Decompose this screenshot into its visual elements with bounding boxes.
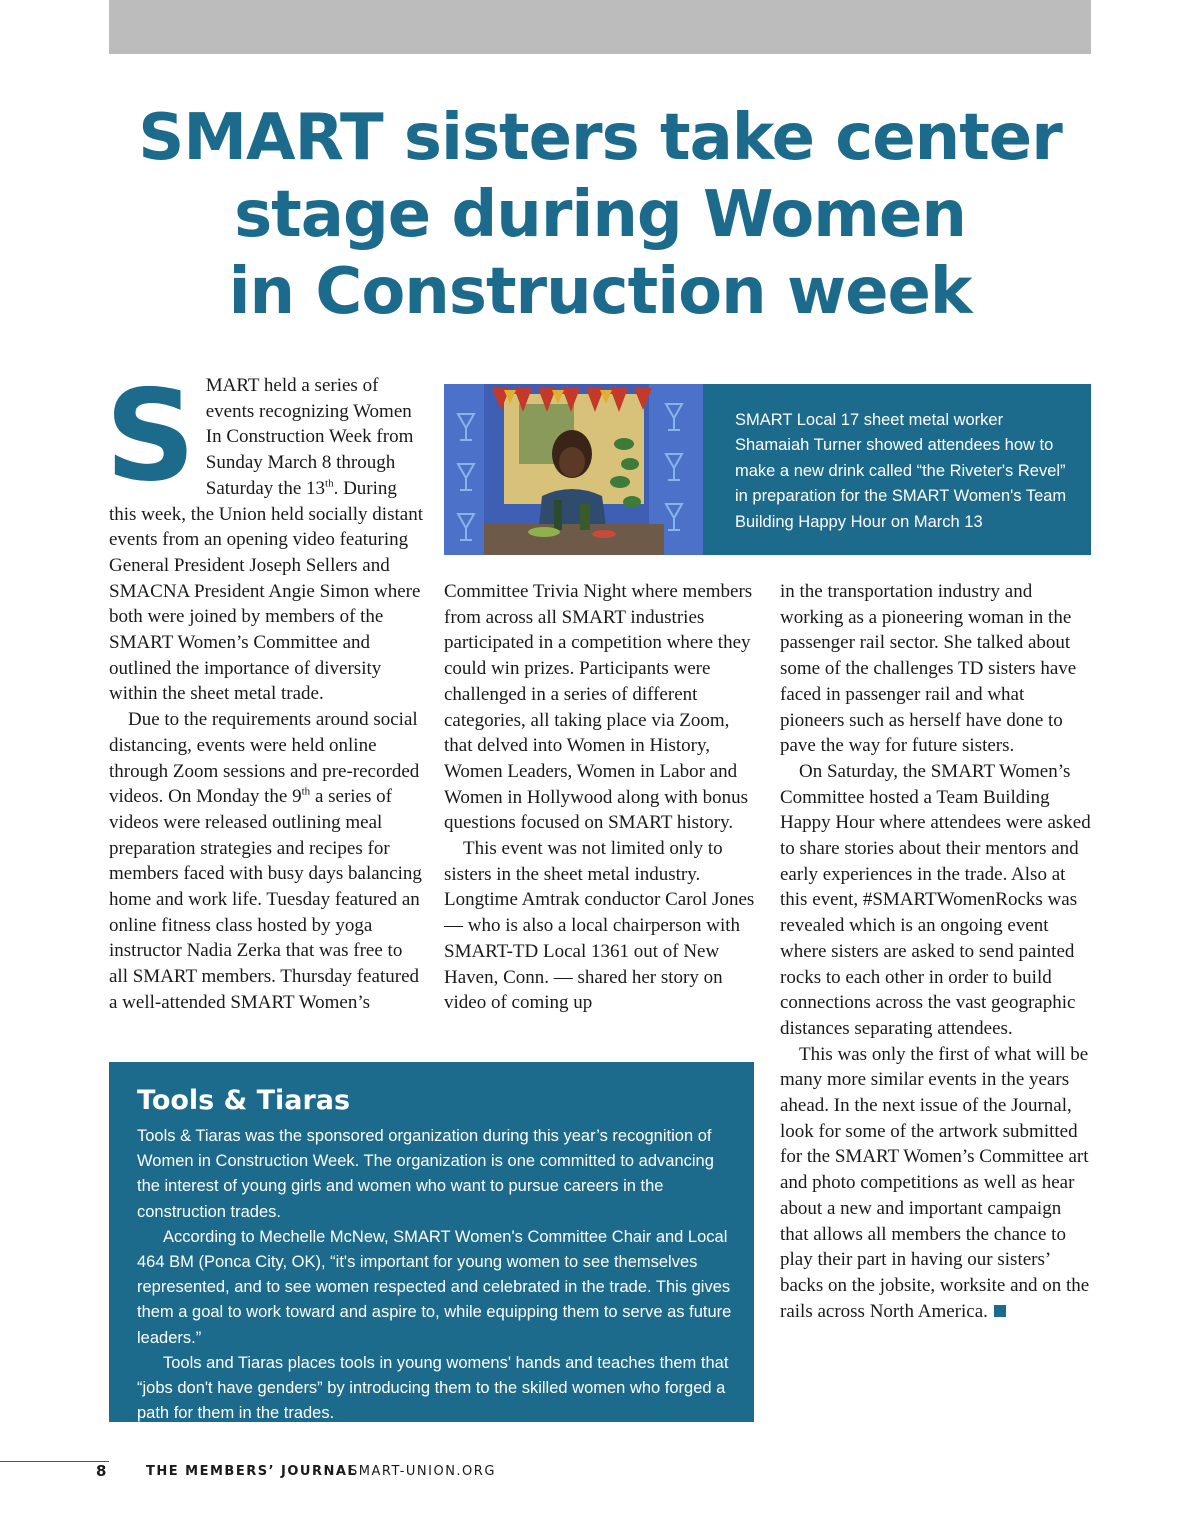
bartender-photo-illustration — [444, 384, 703, 555]
drop-cap: S — [105, 362, 196, 509]
paragraph: This event was not limited only to sisters in the sheet metal industry. Longtime Amtrak conductor Carol Jones — who is also a local chairperson with SMART-TD Local 1361 out of New Haven, Conn. — shared her story on video of coming up — [444, 838, 755, 1014]
sidebar-paragraph: According to Mechelle McNew, SMART Women's Committee Chair and Local 464 BM (Ponca City, OK), “it's important for young women to see themselves represented, and to see women respected and celebrated in the trade. This gives them a goal to work toward and aspire to, while equipping them to serve as future leaders.” — [137, 1227, 732, 1347]
article-column-1 — [105, 362, 425, 1016]
sidebar-paragraph: Tools & Tiaras was the sponsored organization during this year’s recognition of Women in Construction Week. The organization is one committed to advancing the interest of young girls and women who want to pursue careers in the construction trades. — [137, 1127, 714, 1221]
end-mark-icon — [994, 1305, 1006, 1317]
article-column-2 — [444, 579, 756, 1016]
sidebar-paragraph: Tools and Tiaras places tools in young womens' hands and teaches them that “jobs don't have genders” by introducing them to the skilled women who forged a path for them in the trades. — [137, 1353, 729, 1423]
photo-caption: SMART Local 17 sheet metal worker Shamaiah Turner showed attendees how to make a new drink called “the Riveter's Revel” in preparation for the SMART Women's Team Building Happy Hour on March 13 — [703, 384, 1091, 555]
paragraph: Due to the requirements around social distancing, events were held online through Zoom sessions and pre-recorded videos. On Monday the 9th a series of videos were released outlining meal preparation strategies and recipes for members faced with busy days balancing home and work life. Tuesday featured an online fitness class hosted by yoga instructor Nadia Zerka that was free to all SMART members. Thursday featured a well-attended SMART Women’s — [109, 709, 422, 1013]
footer-rule — [0, 1461, 109, 1462]
sidebar-title: Tools & Tiaras — [137, 1085, 351, 1116]
headline-line-3: in Construction week — [228, 255, 972, 329]
paragraph: This was only the first of what will be many more similar events in the years ahead. In the next issue of the Journal, look for some of the artwork submitted for the SMART Women’s Committee art and photo competitions as well as hear about a new and important campaign that allows all members the chance to play their part in having our sisters’ backs on the jobsite, worksite and on the rails across North America. — [780, 1043, 1090, 1322]
tools-tiaras-sidebar — [109, 1062, 754, 1422]
headline-line-1: SMART sisters take center — [138, 101, 1062, 175]
page-number: 8 — [96, 1462, 108, 1480]
headline-line-2: stage during Women — [234, 178, 966, 252]
header-bar — [109, 0, 1091, 54]
website-url: SMART-UNION.ORG — [349, 1464, 496, 1479]
journal-name: THE MEMBERS’ JOURNAL — [146, 1464, 358, 1479]
article-column-3 — [780, 579, 1092, 1324]
paragraph: Committee Trivia Night where members from across all SMART industries participated in a competition where they could win prizes. Participants were challenged in a series of different categories, all taking place via Zoom, that delved into Women in History, Women Leaders, Women in Labor and Women in Hollywood along with bonus questions focused on SMART history. — [444, 581, 753, 834]
article-headline — [100, 100, 1100, 331]
article-photo — [444, 384, 703, 555]
paragraph: in the transportation industry and working as a pioneering woman in the passenger rail sector. She talked about some of the challenges TD sisters have faced in passenger rail and what pioneers such as herself have done to pave the way for future sisters. — [780, 581, 1077, 757]
paragraph: On Saturday, the SMART Women’s Committee hosted a Team Building Happy Hour where attendees were asked to share stories about their mentors and early experiences in the trade. Also at this event, #SMARTWomenRocks was revealed which is an ongoing event where sisters are asked to send painted rocks to each other in order to build connections across the vast geographic distances separating attendees. — [780, 760, 1091, 1039]
paragraph: SMART held a series of events recognizing Women In Construction Week from Sunday March 8 through Saturday the 13th. During this week, the Union held socially distant events from an opening video featuring General President Joseph Sellers and SMACNA President Angie Simon where both were joined by members of the SMART Women’s Committee and outlined the importance of diversity within the sheet metal trade. — [105, 362, 423, 705]
